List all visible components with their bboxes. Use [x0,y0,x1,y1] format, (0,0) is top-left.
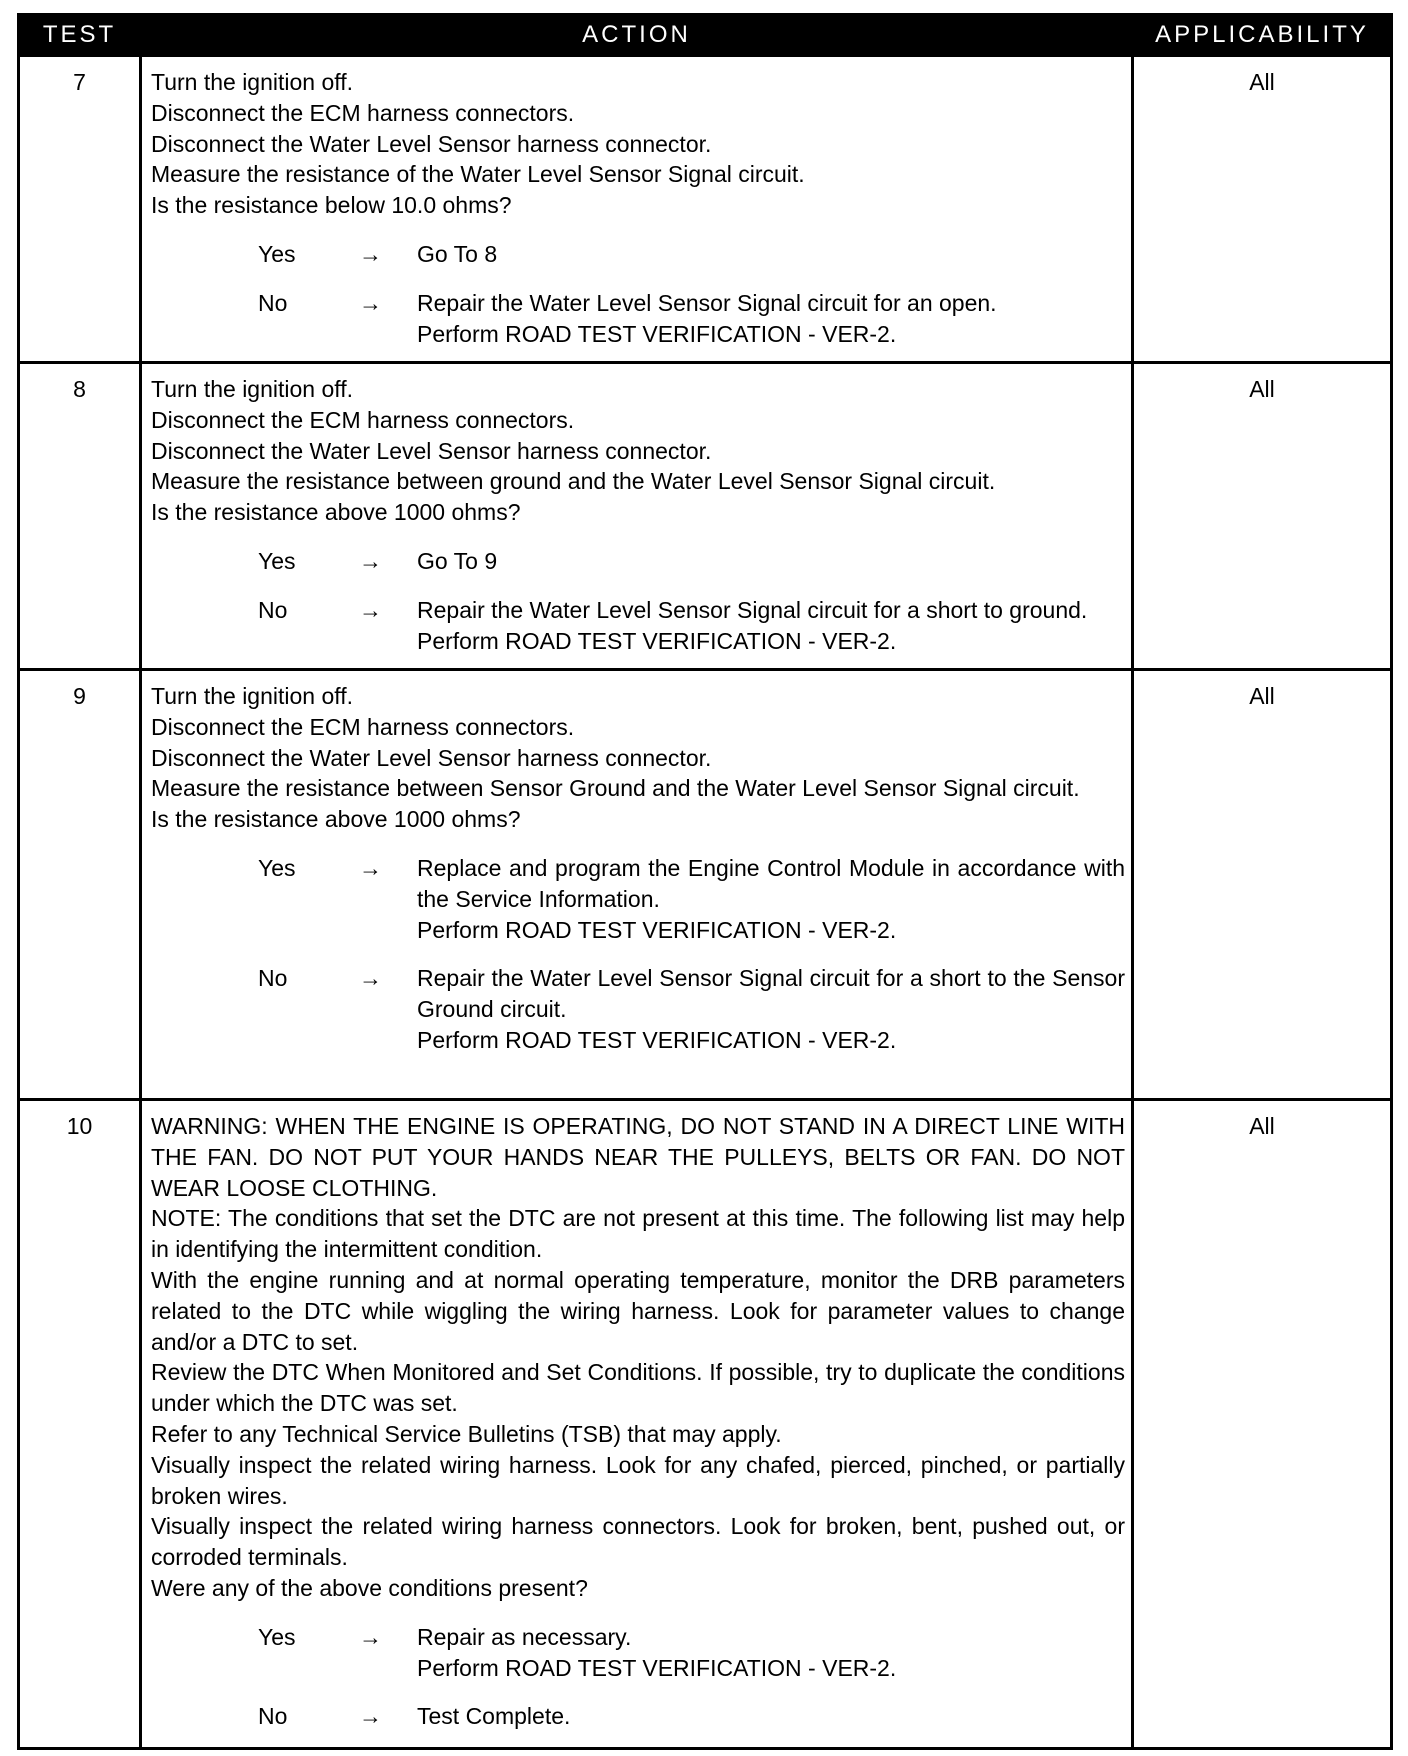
no-result [417,595,1125,657]
action-step: Disconnect the ECM harness connectors. [151,713,575,740]
action-step: Review the DTC When Monitored and Set Conditions. If possible, try to duplicate the conditions under which the DTC was set. [151,1359,1125,1417]
test-row [19,56,1392,363]
no-label: No [258,596,288,623]
action-step: Turn the ignition off. [151,376,354,402]
action-steps [151,67,1125,221]
yes-label: Yes [258,240,296,267]
table-header-row [19,15,1392,56]
yes-result [417,546,1125,577]
action-step: With the engine running and at normal operating temperature, monitor the DRB parameters related to the DTC while wiggling the wiring harness. Look for parameter values to change and/or a DTC to set. [151,1266,1125,1355]
action-step: Disconnect the Water Level Sensor harness connector. [151,130,712,157]
action-step: Disconnect the ECM harness connectors. [151,406,575,433]
action-step: Refer to any Technical Service Bulletins (TSB) that may apply. [151,1420,782,1447]
action-step: Is the resistance above 1000 ohms? [151,806,521,833]
action-step: NOTE: The conditions that set the DTC are not present at this time. The following list may help in identifying the intermittent condition. [151,1205,1125,1263]
action-steps [151,1111,1125,1604]
test-rows [19,56,1392,1749]
applicability-value: All [1133,1100,1392,1749]
action-cell [141,363,1133,670]
action-cell [141,56,1133,363]
arrow-icon: → [359,854,382,881]
no-outcome [151,288,1125,350]
yes-result [417,1622,1125,1684]
applicability-value: All [1133,56,1392,363]
no-outcome [151,963,1125,1055]
yes-outcome [151,853,1125,945]
yes-result-line: Perform ROAD TEST VERIFICATION - VER-2. [417,916,897,943]
yes-outcome [151,239,1125,270]
arrow-icon: → [359,1703,382,1730]
no-label: No [258,289,288,316]
arrow-icon: → [359,240,382,267]
applicability-value: All [1133,363,1392,670]
action-step: Disconnect the ECM harness connectors. [151,99,575,126]
arrow-icon: → [359,547,382,574]
yes-result [417,239,1125,270]
no-result-line: Repair the Water Level Sensor Signal circuit for a short to ground. [417,596,1088,623]
header-action: ACTION [141,15,1133,56]
no-result [417,1701,1125,1732]
yes-outcome [151,546,1125,577]
test-row [19,363,1392,670]
test-row [19,670,1392,1100]
yes-result-line: Go To 9 [417,547,498,574]
action-step: Measure the resistance of the Water Level Sensor Signal circuit. [151,161,805,188]
no-result [417,288,1125,350]
action-cell [141,1100,1133,1749]
action-step: Is the resistance below 10.0 ohms? [151,192,512,219]
arrow-icon: → [359,965,382,992]
diagnostic-test-table [17,13,1393,1750]
action-step: Turn the ignition off. [151,683,354,709]
test-number: 8 [19,363,141,670]
action-step: Visually inspect the related wiring harness. Look for any chafed, pierced, pinched, or partially broken wires. [151,1451,1125,1509]
arrow-icon: → [359,289,382,316]
action-step: Turn the ignition off. [151,69,354,95]
yes-outcome [151,1622,1125,1684]
yes-result [417,853,1125,945]
diagnostic-procedure-page [17,13,1390,1750]
yes-result-line: Replace and program the Engine Control Module in accordance with the Service Information. [417,854,1125,912]
arrow-icon: → [359,1623,382,1650]
action-steps [151,374,1125,528]
no-result-line: Repair the Water Level Sensor Signal circuit for a short to the Sensor Ground circuit. [417,965,1125,1023]
action-step: Measure the resistance between Sensor Ground and the Water Level Sensor Signal circuit. [151,775,1080,802]
no-result-line: Perform ROAD TEST VERIFICATION - VER-2. [417,320,897,347]
arrow-icon: → [359,596,382,623]
action-cell [141,670,1133,1100]
no-result-line: Test Complete. [417,1703,571,1730]
yes-label: Yes [258,854,296,881]
test-number: 7 [19,56,141,363]
action-steps [151,681,1125,835]
no-outcome [151,595,1125,657]
no-result-line: Perform ROAD TEST VERIFICATION - VER-2. [417,1026,897,1053]
no-result-line: Perform ROAD TEST VERIFICATION - VER-2. [417,627,897,654]
action-step: Disconnect the Water Level Sensor harness connector. [151,744,712,771]
action-step: Visually inspect the related wiring harness connectors. Look for broken, bent, pushed out, or corroded terminals. [151,1513,1125,1571]
yes-label: Yes [258,1623,296,1650]
test-number: 10 [19,1100,141,1749]
no-label: No [258,1703,288,1730]
yes-result-line: Perform ROAD TEST VERIFICATION - VER-2. [417,1654,897,1681]
action-step: Were any of the above conditions present? [151,1574,588,1601]
action-step: Disconnect the Water Level Sensor harness connector. [151,437,712,464]
action-step: WARNING: WHEN THE ENGINE IS OPERATING, DO NOT STAND IN A DIRECT LINE WITH THE FAN. DO NOT PUT YOUR HANDS NEAR THE PULLEYS, BELTS OR FAN. DO NOT WEAR LOOSE CLOTHING. [151,1113,1125,1201]
no-result-line: Repair the Water Level Sensor Signal circuit for an open. [417,289,997,316]
action-step: Is the resistance above 1000 ohms? [151,499,521,526]
header-applicability: APPLICABILITY [1133,15,1392,56]
test-number: 9 [19,670,141,1100]
no-label: No [258,965,288,992]
yes-label: Yes [258,547,296,574]
no-result [417,963,1125,1055]
applicability-value: All [1133,670,1392,1100]
action-step: Measure the resistance between ground and the Water Level Sensor Signal circuit. [151,468,996,495]
test-row [19,1100,1392,1749]
header-test: TEST [19,15,141,56]
yes-result-line: Go To 8 [417,240,498,267]
yes-result-line: Repair as necessary. [417,1623,632,1650]
no-outcome [151,1701,1125,1732]
